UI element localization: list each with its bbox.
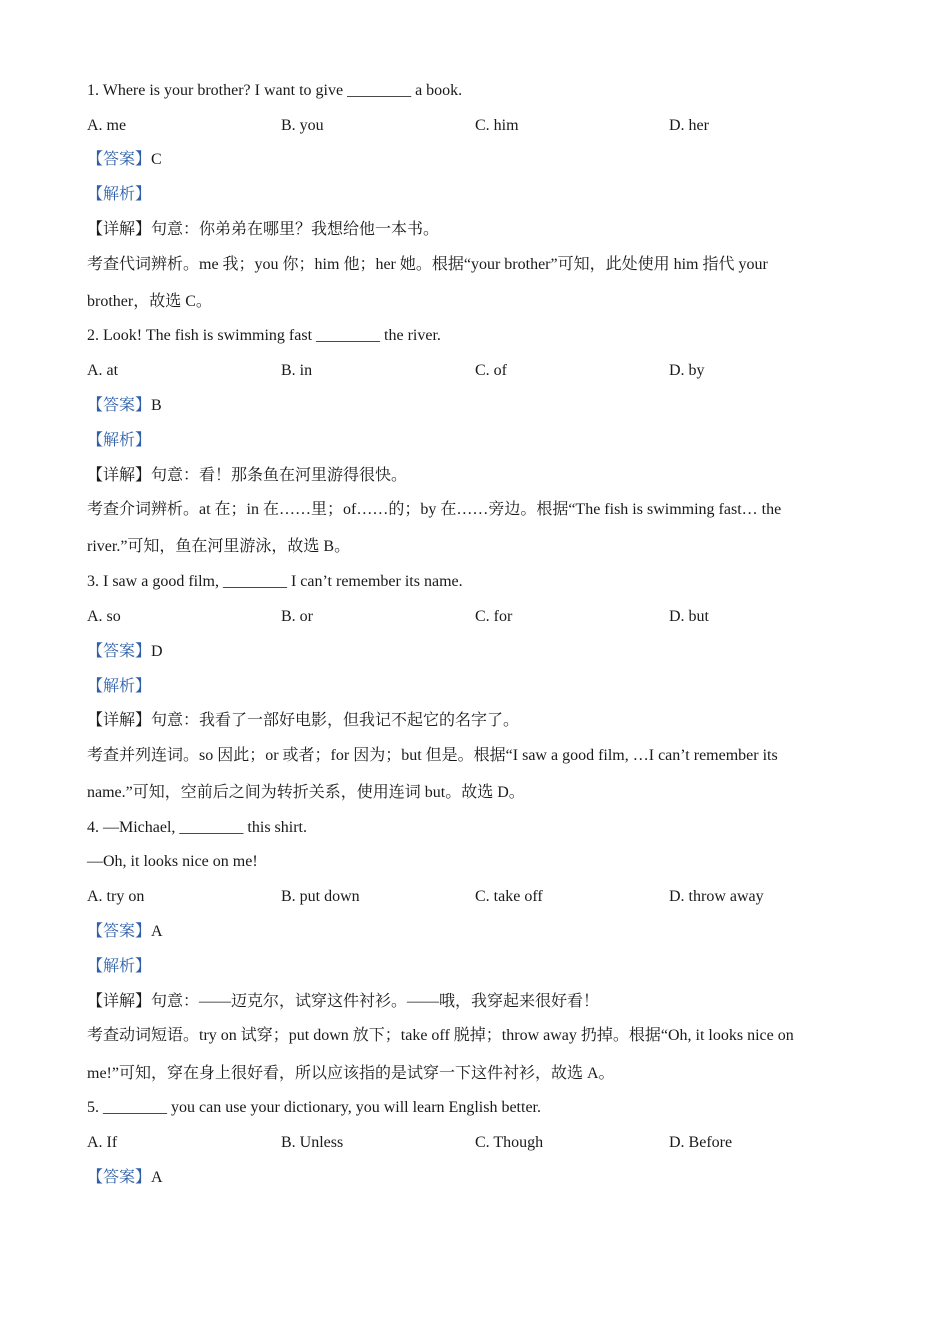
question-3-answer	[87, 642, 163, 662]
option-a: A. me	[87, 117, 127, 134]
question-5-stem: 5. ________ you can use your dictionary, you will learn English better.	[87, 1099, 541, 1116]
option-b: B. Unless	[281, 1134, 344, 1151]
question-3-explain-line-2: name.”可知，空前后之间为转折关系，使用连词 but。故选 D。	[87, 784, 525, 801]
option-d: D. her	[669, 117, 709, 134]
question-2-explain-line-1: 考查介词辨析。at 在；in 在……里；of……的；by 在……旁边。根据“The fish is swimming fast… the	[87, 501, 782, 518]
answer-value: D	[151, 643, 163, 660]
option-a: A. so	[87, 608, 121, 625]
question-1-answer	[87, 150, 162, 170]
question-1-explain-line-2: brother，故选 C。	[87, 293, 212, 310]
question-4-stem: 4. —Michael, ________ this shirt.	[87, 819, 307, 836]
answer-tag: 【答案】	[87, 923, 152, 940]
question-4-answer	[87, 922, 163, 942]
option-a: A. If	[87, 1134, 118, 1151]
question-2-stem: 2. Look! The fish is swimming fast ________ the river.	[87, 327, 441, 344]
answer-value: A	[151, 923, 163, 940]
answer-value: B	[151, 397, 162, 414]
question-4-stem-reply: —Oh, it looks nice on me!	[87, 853, 258, 870]
question-3-detail: 【详解】句意：我看了一部好电影，但我记不起它的名字了。	[87, 712, 520, 729]
option-c: C. for	[475, 608, 513, 625]
answer-tag: 【答案】	[87, 643, 152, 660]
option-a: A. try on	[87, 888, 145, 905]
question-2-detail: 【详解】句意：看！那条鱼在河里游得很快。	[87, 467, 408, 484]
answer-value: C	[151, 151, 162, 168]
answer-tag: 【答案】	[87, 1169, 152, 1186]
question-3-stem: 3. I saw a good film, ________ I can’t remember its name.	[87, 573, 463, 590]
question-1-analysis-tag: 【解析】	[87, 186, 152, 203]
option-c: C. Though	[475, 1134, 544, 1151]
question-4-options	[87, 887, 867, 907]
question-3-explain-line-1: 考查并列连词。so 因此；or 或者；for 因为；but 但是。根据“I saw a good film, …I can’t remember its	[87, 747, 778, 764]
question-4-detail: 【详解】句意：——迈克尔，试穿这件衬衫。——哦，我穿起来很好看！	[87, 993, 600, 1010]
option-b: B. you	[281, 117, 324, 134]
option-a: A. at	[87, 362, 119, 379]
question-5-answer	[87, 1168, 163, 1188]
question-5-options	[87, 1133, 867, 1153]
question-3-options	[87, 607, 867, 627]
option-d: D. Before	[669, 1134, 733, 1151]
question-2-options	[87, 361, 867, 381]
option-c: C. take off	[475, 888, 543, 905]
question-4-analysis-tag: 【解析】	[87, 958, 152, 975]
question-2-answer	[87, 396, 162, 416]
option-b: B. in	[281, 362, 313, 379]
question-1-detail: 【详解】句意：你弟弟在哪里？我想给他一本书。	[87, 221, 440, 238]
question-4-explain-line-1: 考查动词短语。try on 试穿；put down 放下；take off 脱掉；throw away 扔掉。根据“Oh, it looks nice on	[87, 1027, 794, 1044]
option-d: D. by	[669, 362, 705, 379]
option-c: C. of	[475, 362, 507, 379]
question-1-options	[87, 116, 867, 136]
question-2-explain-line-2: river.”可知，鱼在河里游泳，故选 B。	[87, 538, 351, 555]
question-2-analysis-tag: 【解析】	[87, 432, 152, 449]
option-c: C. him	[475, 117, 519, 134]
question-4-explain-line-2: me!”可知，穿在身上很好看，所以应该指的是试穿一下这件衬衫，故选 A。	[87, 1065, 615, 1082]
option-d: D. throw away	[669, 888, 764, 905]
question-3-analysis-tag: 【解析】	[87, 678, 152, 695]
option-d: D. but	[669, 608, 709, 625]
answer-tag: 【答案】	[87, 151, 152, 168]
question-1-stem: 1. Where is your brother? I want to give ________ a book.	[87, 82, 463, 99]
option-b: B. put down	[281, 888, 360, 905]
answer-value: A	[151, 1169, 163, 1186]
question-1-explain-line-1: 考查代词辨析。me 我；you 你；him 他；her 她。根据“your brother”可知，此处使用 him 指代 your	[87, 256, 768, 273]
answer-tag: 【答案】	[87, 397, 152, 414]
option-b: B. or	[281, 608, 313, 625]
